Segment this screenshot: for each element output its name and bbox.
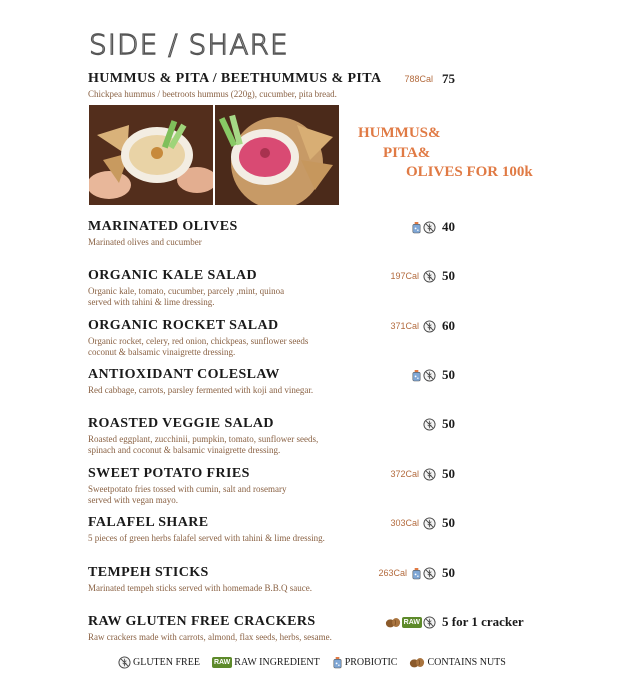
item-price: 5 for 1 cracker (442, 614, 524, 629)
item-description: Raw crackers made with carrots, almond, flax seeds, herbs, sesame. (88, 632, 332, 642)
item-calories: 263Cal (378, 568, 407, 578)
menu-item-hummus (88, 71, 548, 100)
item-name: MARINATED OLIVES (88, 219, 238, 234)
menu-item-raw-crackers (88, 614, 548, 643)
item-price: 75 (442, 71, 455, 86)
gluten-free-icon (423, 616, 436, 629)
item-name: RAW GLUTEN FREE CRACKERS (88, 614, 316, 629)
probiotic-icon (332, 656, 343, 669)
gluten-free-icon (423, 369, 436, 382)
item-calories: 197Cal (390, 271, 419, 281)
item-description: 5 pieces of green herbs falafel served with tahini & lime dressing. (88, 533, 325, 543)
item-price: 50 (442, 565, 455, 580)
gluten-free-icon (118, 656, 131, 669)
item-name: HUMMUS & PITA / BEETHUMMUS & PITA (88, 71, 382, 86)
description-line: Sweetpotato fries tossed with cumin, salt and rosemary (88, 484, 287, 494)
probiotic-icon (411, 369, 422, 382)
item-name: ANTIOXIDANT COLESLAW (88, 367, 280, 382)
item-description: Marinated olives and cucumber (88, 237, 202, 247)
item-description (88, 286, 548, 308)
raw-ingredient-icon: RAW (403, 618, 420, 626)
menu-item-coleslaw (88, 367, 548, 396)
legend-probiotic (332, 656, 398, 669)
probiotic-icon (411, 567, 422, 580)
item-calories: 371Cal (390, 321, 419, 331)
nuts-icon (385, 616, 401, 629)
gluten-free-icon (423, 468, 436, 481)
gluten-free-icon (423, 270, 436, 283)
page-title: SIDE / SHARE (89, 28, 289, 61)
item-price: 50 (442, 367, 455, 382)
legend-raw (212, 657, 320, 668)
item-price: 50 (442, 466, 455, 481)
item-calories: 788Cal (404, 74, 433, 84)
item-price: 40 (442, 219, 455, 234)
legend-label: RAW INGREDIENT (234, 657, 320, 668)
item-price: 50 (442, 416, 455, 431)
gluten-free-icon (423, 221, 436, 234)
promo-line-2: PITA& (383, 145, 431, 161)
item-price: 60 (442, 318, 455, 333)
raw-ingredient-icon: RAW (213, 659, 231, 666)
description-line: coconut & balsamic vinaigrette dressing. (88, 347, 236, 357)
item-description (88, 336, 548, 358)
nuts-icon (409, 656, 425, 669)
menu-item-falafel-share (88, 515, 548, 544)
probiotic-icon (411, 221, 422, 234)
promo-line-1: HUMMUS& (358, 125, 441, 141)
item-name: ROASTED VEGGIE SALAD (88, 416, 274, 431)
item-name: TEMPEH STICKS (88, 565, 209, 580)
item-calories: 303Cal (390, 518, 419, 528)
menu-item-olives (88, 219, 548, 248)
menu-item-sweet-potato-fries (88, 466, 548, 506)
item-description (88, 434, 548, 456)
description-line: served with tahini & lime dressing. (88, 297, 215, 307)
item-description (88, 484, 548, 506)
item-price: 50 (442, 515, 455, 530)
gluten-free-icon (423, 517, 436, 530)
item-description: Marinated tempeh sticks served with homemade B.B.Q sauce. (88, 583, 312, 593)
gluten-free-icon (423, 320, 436, 333)
legend-gluten-free (118, 656, 200, 669)
item-calories: 372Cal (390, 469, 419, 479)
item-name: ORGANIC KALE SALAD (88, 268, 257, 283)
description-line: spinach and coconut & balsamic vinaigrette dressing. (88, 445, 281, 455)
description-line: Roasted eggplant, zucchinii, pumpkin, tomato, sunflower seeds, (88, 434, 319, 444)
legend-label: CONTAINS NUTS (427, 657, 506, 668)
description-line: served with vegan mayo. (88, 495, 178, 505)
item-name: SWEET POTATO FRIES (88, 466, 250, 481)
item-description: Red cabbage, carrots, parsley fermented with koji and vinegar. (88, 385, 314, 395)
description-line: Organic rocket, celery, red onion, chickpeas, sunflower seeds (88, 336, 309, 346)
item-name: FALAFEL SHARE (88, 515, 209, 530)
legend (118, 656, 518, 669)
gluten-free-icon (423, 418, 436, 431)
gluten-free-icon (423, 567, 436, 580)
menu-item-kale-salad (88, 268, 548, 308)
legend-label: GLUTEN FREE (133, 657, 200, 668)
item-name: ORGANIC ROCKET SALAD (88, 318, 279, 333)
legend-nuts (409, 656, 505, 669)
hummus-photo (89, 105, 213, 205)
legend-label: PROBIOTIC (344, 657, 398, 668)
menu-item-rocket-salad (88, 318, 548, 358)
promo-line-3: OLIVES FOR 100k (406, 164, 533, 180)
item-description: Chickpea hummus / beetroots hummus (220g), cucumber, pita bread. (88, 89, 337, 99)
description-line: Organic kale, tomato, cucumber, parcely ,mint, quinoa (88, 286, 285, 296)
item-price: 50 (442, 268, 455, 283)
beet-hummus-photo (215, 105, 339, 205)
menu-item-roasted-veggie-salad (88, 416, 548, 456)
menu-item-tempeh-sticks (88, 565, 548, 594)
